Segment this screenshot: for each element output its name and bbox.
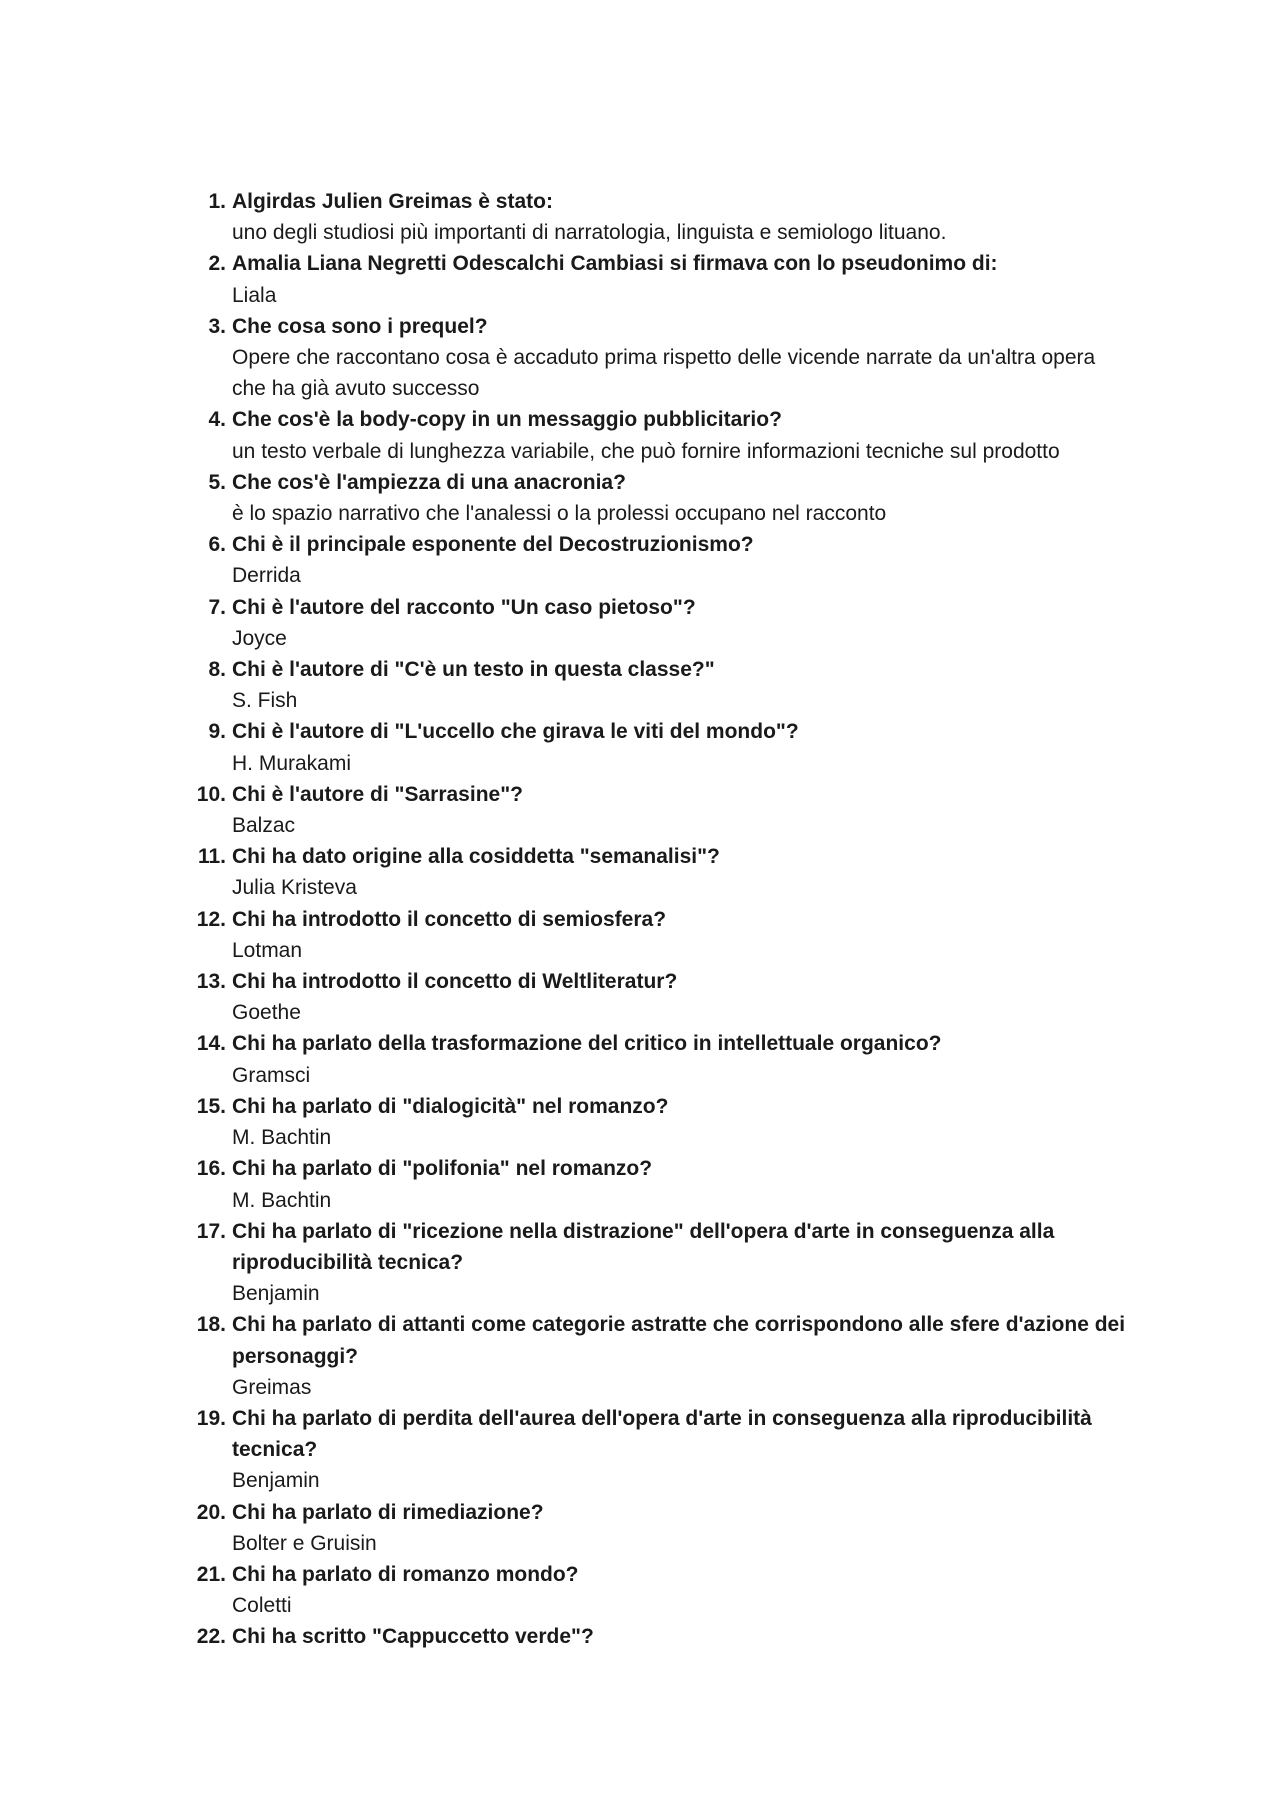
question-text: Che cos'è la body-copy in un messaggio pubblicitario? bbox=[232, 408, 782, 432]
question-item bbox=[190, 1216, 1130, 1310]
answer-text: Greimas bbox=[232, 1375, 312, 1399]
answer-text: Derrida bbox=[232, 564, 301, 588]
question-text: Chi ha introdotto il concetto di semiosfera? bbox=[232, 907, 667, 931]
question-number: 1. bbox=[208, 190, 226, 213]
question-text: Che cos'è l'ampiezza di una anacronia? bbox=[232, 470, 626, 494]
question-item bbox=[190, 654, 1130, 716]
question-text: Chi è il principale esponente del Decostruzionismo? bbox=[232, 533, 754, 557]
question-number: 10. bbox=[196, 782, 226, 806]
question-item bbox=[190, 592, 1130, 654]
question-item bbox=[190, 1621, 1130, 1652]
answer-text: Gramsci bbox=[232, 1063, 311, 1087]
answer-text: un testo verbale di lunghezza variabile, che può fornire informazioni tecniche sul prodotto bbox=[232, 439, 1060, 463]
question-number: 5. bbox=[208, 470, 226, 494]
answer-text: Liala bbox=[232, 283, 277, 307]
question-number: 2. bbox=[208, 252, 226, 276]
question-text: Chi ha dato origine alla cosiddetta "semanalisi"? bbox=[232, 845, 720, 869]
answer-text: Julia Kristeva bbox=[232, 876, 357, 900]
question-item bbox=[190, 966, 1130, 1028]
answer-text: Joyce bbox=[232, 626, 287, 650]
answer-text: Goethe bbox=[232, 1001, 301, 1025]
question-number: 11. bbox=[197, 845, 226, 869]
question-item bbox=[190, 529, 1130, 591]
question-number: 22. bbox=[196, 1625, 226, 1649]
answer-text: Benjamin bbox=[232, 1282, 320, 1306]
question-text: Chi è l'autore del racconto "Un caso pietoso"? bbox=[232, 595, 696, 619]
question-text: Chi è l'autore di "C'è un testo in questa classe?" bbox=[232, 658, 715, 682]
answer-text: Bolter e Gruisin bbox=[232, 1531, 377, 1555]
question-number: 13. bbox=[196, 970, 226, 994]
question-text: Chi ha parlato di "polifonia" nel romanzo? bbox=[232, 1157, 653, 1181]
question-text: Chi ha introdotto il concetto di Weltliteratur? bbox=[232, 970, 678, 994]
question-number: 17. bbox=[196, 1219, 226, 1243]
answer-text: S. Fish bbox=[232, 689, 298, 713]
question-item bbox=[190, 779, 1130, 841]
answer-text: è lo spazio narrativo che l'analessi o la prolessi occupano nel racconto bbox=[232, 502, 887, 526]
question-number: 9. bbox=[208, 720, 226, 744]
question-number: 12. bbox=[196, 907, 226, 931]
question-text: Chi è l'autore di "Sarrasine"? bbox=[232, 782, 523, 806]
answer-text: Lotman bbox=[232, 938, 303, 962]
question-list bbox=[190, 186, 1130, 1653]
question-text: Chi ha parlato di romanzo mondo? bbox=[232, 1562, 579, 1586]
answer-text: H. Murakami bbox=[232, 751, 352, 775]
question-number: 20. bbox=[196, 1500, 226, 1524]
question-item bbox=[190, 1309, 1130, 1403]
question-item bbox=[190, 1153, 1130, 1215]
question-text: Chi ha parlato della trasformazione del critico in intellettuale organico? bbox=[232, 1032, 942, 1056]
question-number: 21. bbox=[196, 1562, 226, 1586]
question-number: 8. bbox=[208, 658, 226, 682]
question-text: Chi ha parlato di attanti come categorie astratte che corrispondono alle sfere d'azione dei personaggi? bbox=[232, 1313, 1126, 1368]
question-item bbox=[190, 467, 1130, 529]
question-number: 14. bbox=[196, 1032, 226, 1056]
question-number: 19. bbox=[196, 1406, 226, 1430]
question-number: 18. bbox=[196, 1313, 226, 1337]
answer-text: M. Bachtin bbox=[232, 1188, 332, 1212]
question-item bbox=[190, 1403, 1130, 1497]
question-text: Chi ha parlato di "ricezione nella distrazione" dell'opera d'arte in conseguenza alla riproducibilità tecnica? bbox=[232, 1219, 1055, 1274]
question-item bbox=[190, 186, 1130, 248]
question-item bbox=[190, 311, 1130, 405]
question-item bbox=[190, 904, 1130, 966]
answer-text: M. Bachtin bbox=[232, 1126, 332, 1150]
question-text: Chi ha parlato di "dialogicità" nel romanzo? bbox=[232, 1094, 669, 1118]
answer-text: Balzac bbox=[232, 814, 296, 838]
question-item bbox=[190, 1091, 1130, 1153]
question-item bbox=[190, 841, 1130, 903]
question-text: Chi ha parlato di perdita dell'aurea dell'opera d'arte in conseguenza alla riproducibilità tecnica? bbox=[232, 1406, 1092, 1462]
answer-text: Coletti bbox=[232, 1594, 292, 1618]
question-item bbox=[190, 248, 1130, 310]
answer-text: uno degli studiosi più importanti di narratologia, linguista e semiologo lituano. bbox=[232, 221, 947, 245]
question-text: Chi è l'autore di "L'uccello che girava le viti del mondo"? bbox=[232, 720, 799, 744]
question-item bbox=[190, 404, 1130, 466]
question-item bbox=[190, 1559, 1130, 1621]
question-text: Algirdas Julien Greimas è stato: bbox=[232, 190, 553, 213]
question-item bbox=[190, 1028, 1130, 1090]
question-text: Che cosa sono i prequel? bbox=[232, 314, 488, 338]
question-text: Chi ha parlato di rimediazione? bbox=[232, 1500, 544, 1524]
question-number: 15. bbox=[196, 1094, 226, 1118]
question-text: Chi ha scritto "Cappuccetto verde"? bbox=[232, 1625, 594, 1649]
question-text: Amalia Liana Negretti Odescalchi Cambiasi si firmava con lo pseudonimo di: bbox=[232, 252, 998, 276]
question-item bbox=[190, 1497, 1130, 1559]
question-item bbox=[190, 716, 1130, 778]
question-number: 3. bbox=[208, 314, 226, 338]
answer-text: Benjamin bbox=[232, 1469, 320, 1493]
question-number: 7. bbox=[208, 595, 226, 619]
question-number: 4. bbox=[208, 408, 226, 432]
question-number: 16. bbox=[196, 1157, 226, 1181]
question-number: 6. bbox=[208, 533, 226, 557]
answer-text: Opere che raccontano cosa è accaduto prima rispetto delle vicende narrate da un'altra opera che ha già avuto successo bbox=[232, 346, 1096, 401]
